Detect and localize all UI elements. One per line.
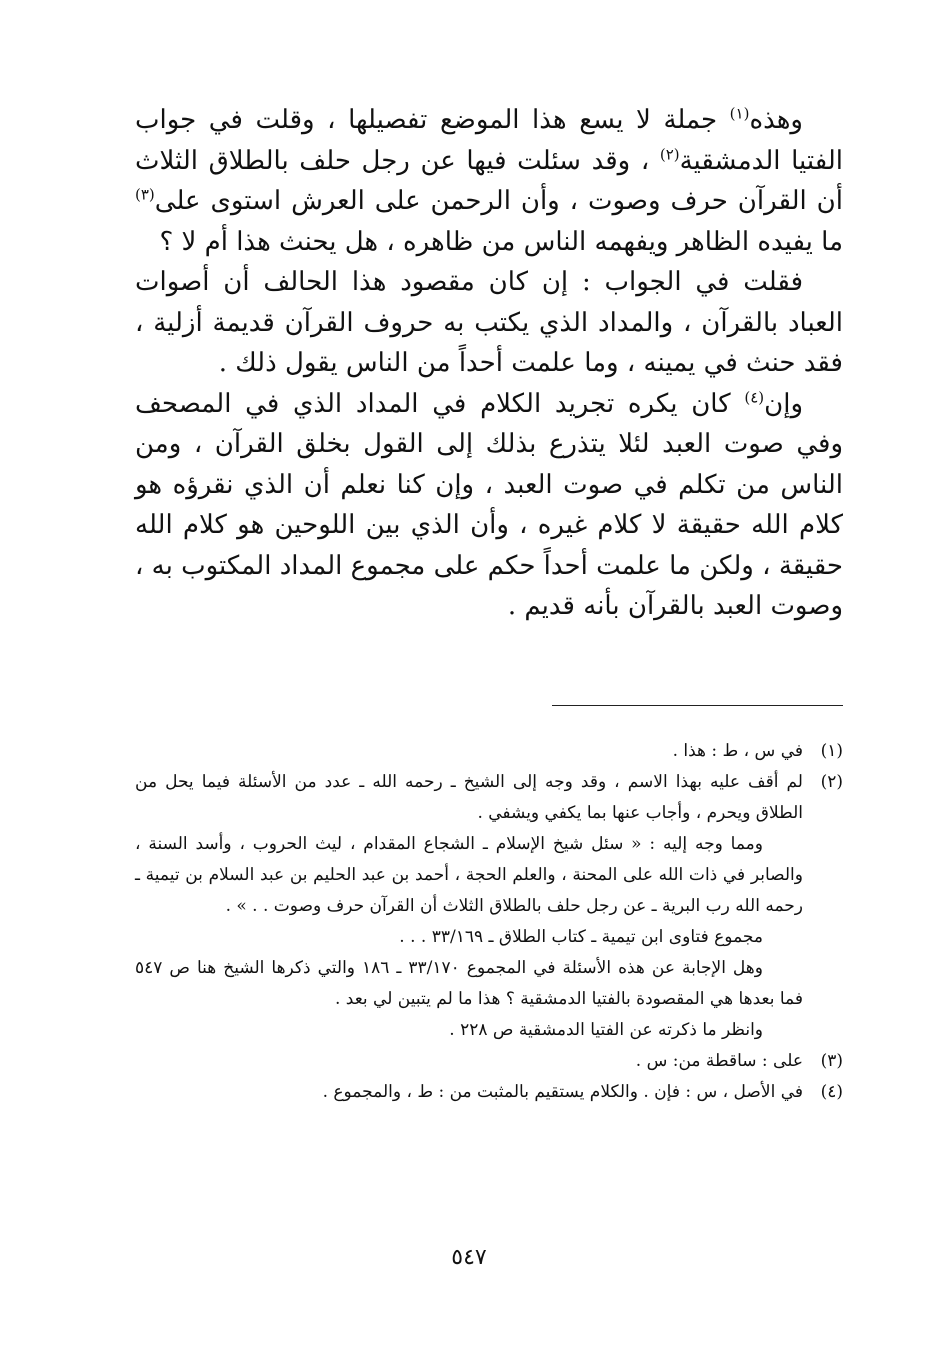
paragraph-1 (135, 100, 843, 262)
footnote-line: في الأصل ، س : فإن . والكلام يستقيم بالمثبت من : ط ، والمجموع . (322, 1082, 803, 1102)
page-number: ٥٤٧ (451, 1245, 487, 1270)
footnote-line: على : ساقطة من: س . (635, 1051, 803, 1071)
footnote-number: (٢) (820, 772, 843, 792)
footnote-line: وهل الإجابة عن هذه الأسئلة في المجموع ٣٣/١٧٠ ـ ١٨٦ والتي ذكرها الشيخ هنا ص ٥٤٧ فما بعدها هي المقصودة بالفتيا الدمشقية ؟ هذا ما لم يتبين لي بعد . (135, 958, 803, 1009)
footnote-ref: (٤) (744, 387, 765, 406)
footnote-number: (٣) (820, 1051, 843, 1071)
footnote-1 (135, 736, 843, 767)
main-text (135, 100, 843, 627)
footnote-3 (135, 1046, 843, 1077)
footnotes (135, 736, 843, 1108)
paragraph-3 (135, 384, 843, 627)
text-segment: كان يكره تجريد الكلام في المداد الذي في المصحف وفي صوت العبد لئلا يتذرع بذلك إلى القول بخلق القرآن ، ومن الناس من تكلم في صوت العبد ، وإن كنا نعلم أن الذي نقرؤه هو كلام الله حقيقة لا كلام غيره ، وأن الذي بين اللوحين هو كلام الله حقيقة ، ولكن ما علمت أحداً حكم على مجموع المداد المكتوب به ، وصوت العبد بالقرآن بأنه قديم . (135, 388, 843, 621)
footnote-body (135, 767, 803, 1046)
footnote-2 (135, 767, 843, 1046)
footnote-line: في س ، ط : هذا . (672, 741, 803, 761)
paragraph-2 (135, 262, 843, 384)
text-segment: ، وقد سئلت فيها عن رجل حلف بالطلاق الثلاث أن القرآن حرف وصوت ، وأن الرحمن على العرش استوى على (135, 145, 843, 216)
text-segment: جملة لا يسع هذا الموضع تفصيلها ، وقلت في جواب الفتيا الدمشقية (135, 105, 843, 176)
text-segment: فقلت في الجواب : إن كان مقصود هذا الحالف أن أصوات العباد بالقرآن ، والمداد الذي يكتب به حروف القرآن قديمة أزلية ، فقد حنث في يمينه ، وما علمت أحداً من الناس يقول ذلك . (135, 267, 843, 378)
footnote-ref: (١) (729, 104, 750, 123)
footnote-number: (١) (820, 741, 843, 761)
footnote-ref: (٣) (135, 185, 155, 204)
footnote-divider (552, 705, 843, 706)
footnote-ref: (٢) (659, 144, 680, 163)
footnote-body (135, 736, 803, 767)
text-segment: وإن (764, 388, 803, 419)
footnote-line: وانظر ما ذكرته عن الفتيا الدمشقية ص ٢٢٨ . (449, 1020, 763, 1040)
text-segment: وهذه (749, 105, 803, 135)
footnote-number: (٤) (820, 1082, 843, 1102)
footnote-body (135, 1046, 803, 1077)
footnote-4 (135, 1077, 843, 1108)
footnote-line: مجموع فتاوى ابن تيمية ـ كتاب الطلاق ـ ٣٣/١٦٩ . . . (399, 927, 763, 947)
text-segment: ما يفيده الظاهر ويفهمه الناس من ظاهره ، هل يحنث هذا أم لا ؟ (159, 226, 843, 257)
footnote-line: ومما وجه إليه : « سئل شيخ الإسلام ـ الشجاع المقدام ، ليث الحروب ، وأسد السنة ، والصابر في ذات الله على المحنة ، والعلم الحجة ، أحمد بن عبد الحليم بن عبد السلام بن تيمية ـ رحمه الله رب البرية ـ عن رجل حلف بالطلاق الثلاث أن القرآن حرف وصوت . . » . (135, 834, 803, 916)
footnote-line: لم أقف عليه بهذا الاسم ، وقد وجه إلى الشيخ ـ رحمه الله ـ عدد من الأسئلة فيما يحل من الطلاق ويحرم ، وأجاب عنها بما يكفي ويشفي . (135, 772, 803, 823)
footnote-body (135, 1077, 803, 1108)
